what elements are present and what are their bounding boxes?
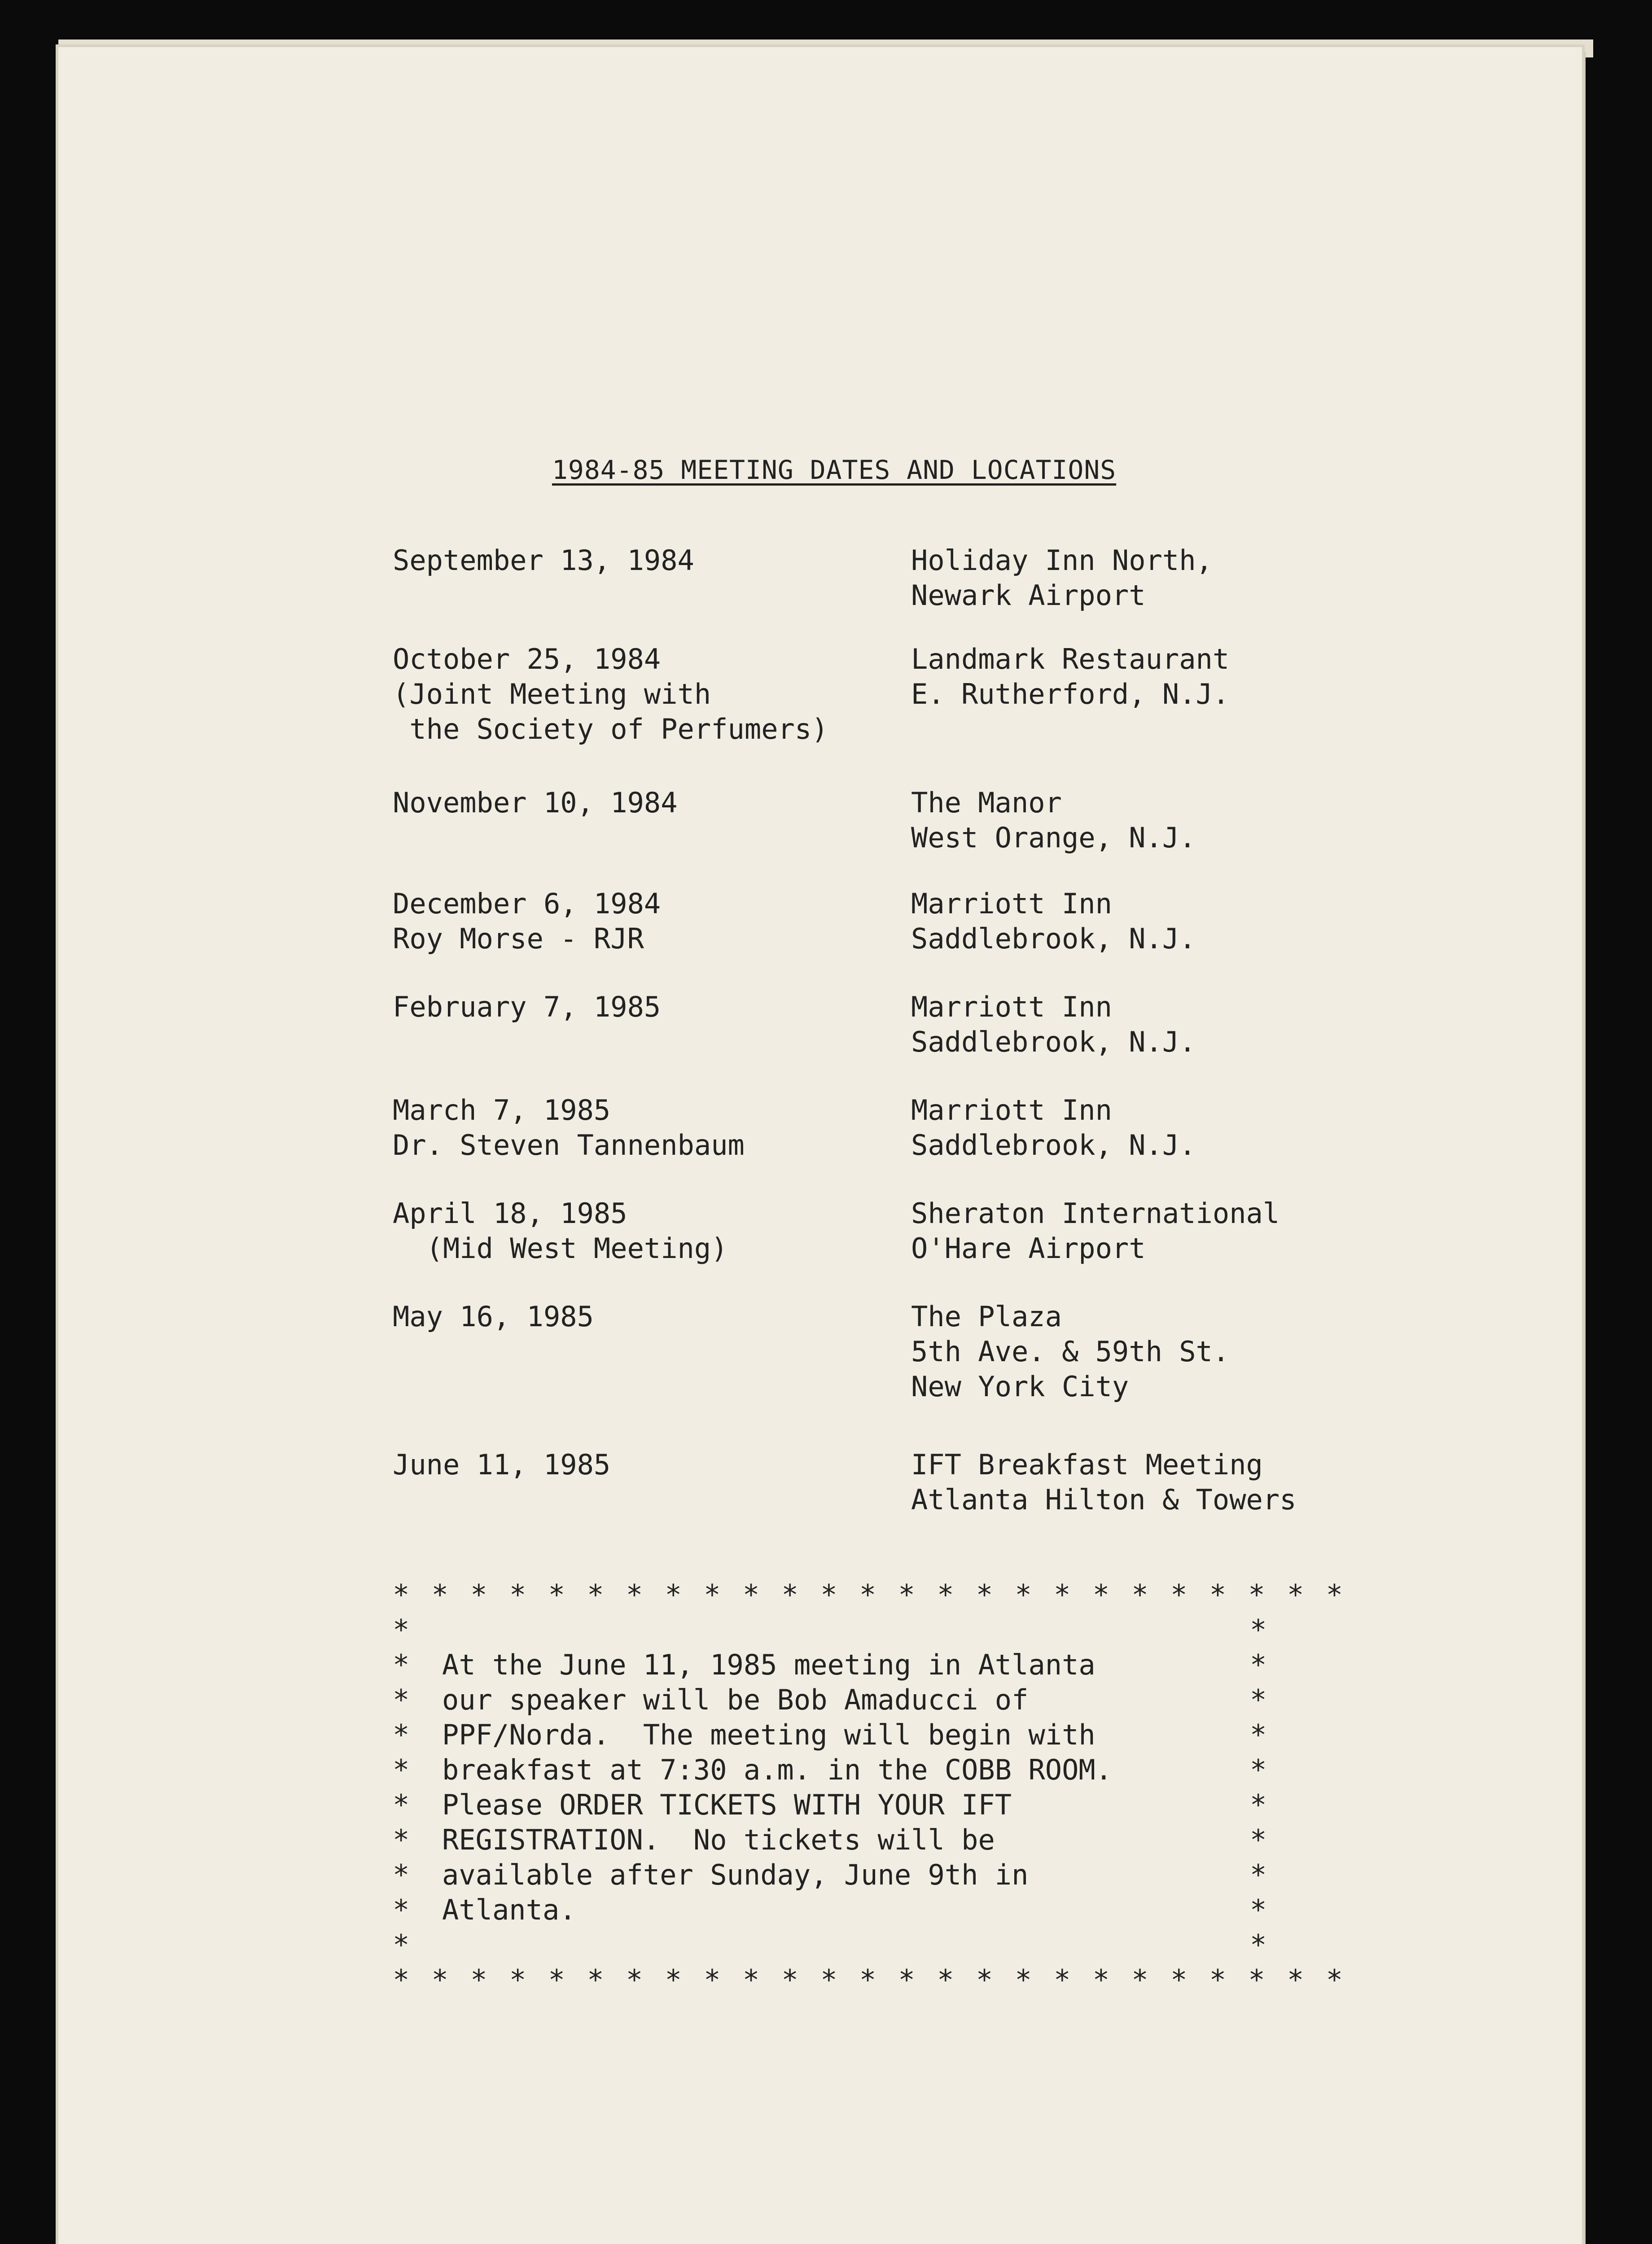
meeting-location-line: IFT Breakfast Meeting bbox=[911, 1448, 1263, 1481]
notice-border-star: * bbox=[1250, 1648, 1267, 1681]
meeting-date-line: April 18, 1985 bbox=[393, 1197, 627, 1230]
meeting-location-line: O'Hare Airport bbox=[911, 1232, 1146, 1265]
meeting-date bbox=[393, 1299, 594, 1334]
meeting-location-line: E. Rutherford, N.J. bbox=[911, 678, 1230, 710]
notice-text-line: Please ORDER TICKETS WITH YOUR IFT bbox=[442, 1788, 1012, 1821]
notice-text-line: breakfast at 7:30 a.m. in the COBB ROOM. bbox=[442, 1753, 1113, 1786]
meeting-location bbox=[911, 1093, 1196, 1163]
meeting-date-line: (Joint Meeting with bbox=[393, 678, 711, 710]
page-title: 1984-85 MEETING DATES AND LOCATIONS bbox=[552, 455, 1117, 485]
notice-border-star: * bbox=[393, 1648, 410, 1681]
notice-border-star: * bbox=[1250, 1823, 1267, 1856]
meeting-date-line: November 10, 1984 bbox=[393, 786, 678, 819]
meeting-date bbox=[393, 990, 661, 1025]
notice-border-star: * bbox=[393, 1683, 410, 1716]
meeting-location-line: The Plaza bbox=[911, 1300, 1062, 1333]
meeting-date-line: Dr. Steven Tannenbaum bbox=[393, 1129, 745, 1161]
notice-border-star: * bbox=[1250, 1613, 1267, 1646]
meeting-location-line: West Orange, N.J. bbox=[911, 821, 1196, 854]
document-page bbox=[58, 47, 1582, 2244]
meeting-location-line: Saddlebrook, N.J. bbox=[911, 1129, 1196, 1161]
notice-border-star: * bbox=[393, 1718, 410, 1751]
notice-border-star: * bbox=[393, 1858, 410, 1891]
meeting-date bbox=[393, 1196, 728, 1266]
meeting-location bbox=[911, 785, 1196, 855]
meeting-date-line: March 7, 1985 bbox=[393, 1094, 611, 1126]
meeting-location-line: Holiday Inn North, bbox=[911, 544, 1213, 577]
notice-text-line: our speaker will be Bob Amaducci of bbox=[442, 1683, 1029, 1716]
notice-border-star: * bbox=[393, 1823, 410, 1856]
notice-border-star: * bbox=[1250, 1788, 1267, 1821]
meeting-date-line: December 6, 1984 bbox=[393, 887, 661, 920]
meeting-date-line: (Mid West Meeting) bbox=[393, 1232, 728, 1265]
notice-border-star: * bbox=[393, 1613, 410, 1646]
meeting-location bbox=[911, 1447, 1297, 1517]
meeting-date-line: October 25, 1984 bbox=[393, 643, 661, 675]
notice-border-star: * bbox=[393, 1753, 410, 1786]
meeting-date bbox=[393, 543, 694, 578]
meeting-date-line: the Society of Perfumers) bbox=[393, 713, 828, 745]
meeting-date bbox=[393, 642, 828, 747]
notice-border-star: * bbox=[393, 1928, 410, 1961]
meeting-location bbox=[911, 1196, 1280, 1266]
meeting-location-line: New York City bbox=[911, 1370, 1129, 1403]
notice-border-star: * bbox=[1250, 1753, 1267, 1786]
notice-border-bottom: * * * * * * * * * * * * * * * * * * * * * * * * * bbox=[393, 1964, 1346, 1996]
meeting-location bbox=[911, 543, 1213, 613]
meeting-date-line: May 16, 1985 bbox=[393, 1300, 594, 1333]
meeting-location-line: Sheraton International bbox=[911, 1197, 1280, 1230]
meeting-location-line: Marriott Inn bbox=[911, 887, 1112, 920]
notice-text-line: At the June 11, 1985 meeting in Atlanta bbox=[442, 1648, 1095, 1681]
meeting-location bbox=[911, 642, 1229, 712]
meeting-location-line: Saddlebrook, N.J. bbox=[911, 922, 1196, 955]
notice-border-star: * bbox=[1250, 1718, 1267, 1751]
meeting-date-line: June 11, 1985 bbox=[393, 1448, 611, 1481]
meeting-location-line: Landmark Restaurant bbox=[911, 643, 1230, 675]
notice-text-line: available after Sunday, June 9th in bbox=[442, 1858, 1029, 1891]
meeting-date-line: February 7, 1985 bbox=[393, 991, 661, 1023]
meeting-location-line: Newark Airport bbox=[911, 579, 1146, 612]
meeting-location bbox=[911, 990, 1196, 1060]
notice-text-line: PPF/Norda. The meeting will begin with bbox=[442, 1718, 1095, 1751]
notice-border-star: * bbox=[1250, 1928, 1267, 1961]
meeting-location-line: Marriott Inn bbox=[911, 1094, 1112, 1126]
meeting-date bbox=[393, 785, 678, 820]
meeting-location-line: The Manor bbox=[911, 786, 1062, 819]
meeting-location bbox=[911, 886, 1196, 956]
meeting-location bbox=[911, 1299, 1229, 1404]
meeting-date-line: September 13, 1984 bbox=[393, 544, 694, 577]
meeting-date bbox=[393, 1093, 745, 1163]
meeting-date-line: Roy Morse - RJR bbox=[393, 922, 644, 955]
meeting-location-line: Marriott Inn bbox=[911, 991, 1112, 1023]
notice-border-top: * * * * * * * * * * * * * * * * * * * * * * * * * bbox=[393, 1578, 1346, 1611]
notice-border-star: * bbox=[393, 1788, 410, 1821]
notice-text-line: Atlanta. bbox=[442, 1893, 576, 1926]
meeting-location-line: 5th Ave. & 59th St. bbox=[911, 1335, 1230, 1368]
notice-text-line: REGISTRATION. No tickets will be bbox=[442, 1823, 995, 1856]
notice-border-star: * bbox=[393, 1893, 410, 1926]
page-content bbox=[58, 47, 1582, 2244]
notice-border-star: * bbox=[1250, 1683, 1267, 1716]
meeting-date bbox=[393, 1447, 610, 1482]
meeting-location-line: Atlanta Hilton & Towers bbox=[911, 1483, 1297, 1516]
meeting-location-line: Saddlebrook, N.J. bbox=[911, 1026, 1196, 1058]
notice-border-star: * bbox=[1250, 1893, 1267, 1926]
meeting-date bbox=[393, 886, 661, 956]
notice-border-star: * bbox=[1250, 1858, 1267, 1891]
